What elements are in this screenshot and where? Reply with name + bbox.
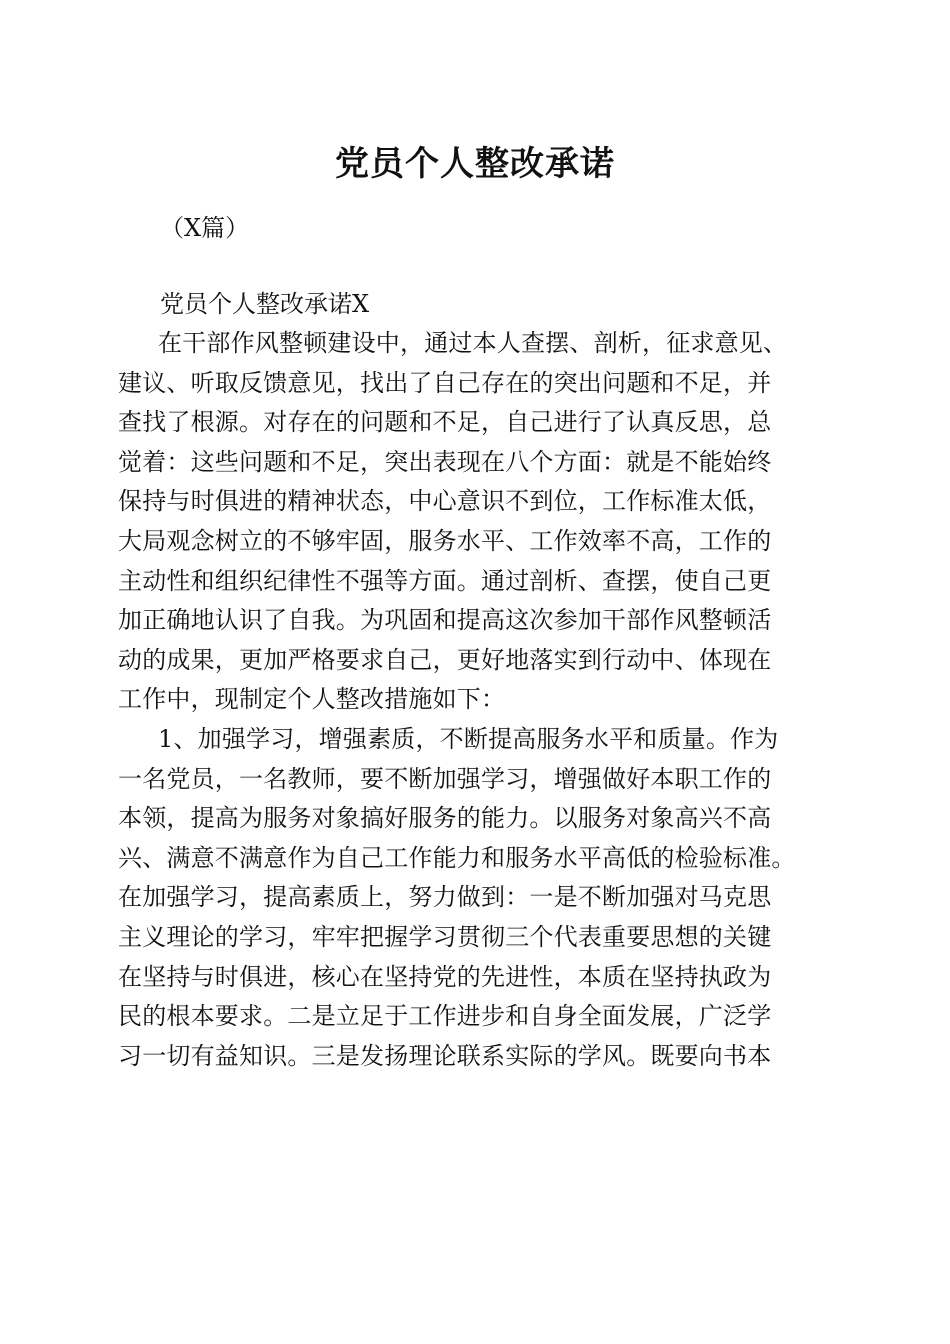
paragraph-line: 在干部作风整顿建设中，通过本人查摆、剖析，征求意见、 bbox=[158, 329, 788, 357]
paragraph-line: 主义理论的学习，牢牢把握学习贯彻三个代表重要思想的关键 bbox=[118, 922, 772, 951]
paragraph-line: 觉着：这些问题和不足，突出表现在八个方面：就是不能始终 bbox=[118, 447, 772, 476]
document-body bbox=[118, 324, 858, 1076]
paragraph-line: 在加强学习，提高素质上，努力做到：一是不断加强对马克思 bbox=[118, 883, 772, 912]
document-title: 党员个人整改承诺 bbox=[335, 144, 615, 184]
section-label: （X篇） bbox=[160, 214, 250, 242]
paragraph-line: 在坚持与时俱进，核心在坚持党的先进性，本质在坚持执政为 bbox=[118, 962, 772, 991]
paragraph-line: 1、加强学习，增强素质，不断提高服务水平和质量。作为 bbox=[158, 724, 779, 753]
paragraph-line: 工作中，现制定个人整改措施如下： bbox=[118, 685, 506, 714]
paragraph-line: 民的根本要求。二是立足于工作进步和自身全面发展，广泛学 bbox=[118, 1002, 772, 1031]
paragraph-line: 习一切有益知识。三是发扬理论联系实际的学风。既要向书本 bbox=[118, 1041, 772, 1070]
paragraph-line: 建议、听取反馈意见，找出了自己存在的突出问题和不足，并 bbox=[118, 368, 772, 397]
paragraph-line: 本领，提高为服务对象搞好服务的能力。以服务对象高兴不高 bbox=[118, 804, 772, 833]
paragraph-line: 主动性和组织纪律性不强等方面。通过剖析、查摆，使自己更 bbox=[118, 566, 772, 595]
paragraph-line: 动的成果，更加严格要求自己，更好地落实到行动中、体现在 bbox=[118, 645, 772, 674]
paragraph-line: 兴、满意不满意作为自己工作能力和服务水平高低的检验标准。 bbox=[118, 843, 796, 872]
paragraph-line: 一名党员，一名教师，要不断加强学习，增强做好本职工作的 bbox=[118, 764, 772, 793]
paragraph-line: 大局观念树立的不够牢固，服务水平、工作效率不高，工作的 bbox=[118, 526, 772, 555]
paragraph-line: 加正确地认识了自我。为巩固和提高这次参加干部作风整顿活 bbox=[118, 606, 772, 635]
document-subtitle: 党员个人整改承诺X bbox=[160, 290, 370, 318]
paragraph-line: 保持与时俱进的精神状态，中心意识不到位，工作标准太低， bbox=[118, 487, 772, 516]
paragraph-line: 查找了根源。对存在的问题和不足，自己进行了认真反思，总 bbox=[118, 408, 772, 437]
